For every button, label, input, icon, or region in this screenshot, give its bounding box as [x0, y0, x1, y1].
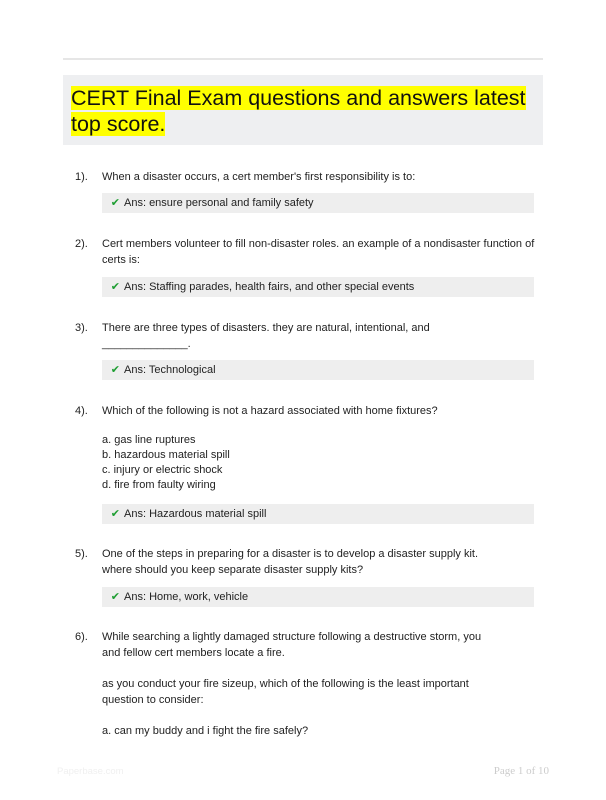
- check-icon: ✔: [110, 364, 120, 376]
- answer-box: [102, 193, 534, 213]
- answer-box: [102, 504, 534, 524]
- question-text-continued: as you conduct your fire sizeup, which of the following is the least important question to consider:: [102, 678, 469, 706]
- check-icon: ✔: [110, 197, 120, 209]
- answer-box: [102, 277, 534, 297]
- page-title: [71, 85, 531, 137]
- check-icon: ✔: [110, 508, 120, 520]
- question-text: When a disaster occurs, a cert member's first responsibility is to:: [102, 171, 416, 183]
- question-number: 1).: [75, 171, 88, 183]
- question-text: Which of the following is not a hazard associated with home fixtures?: [102, 405, 438, 417]
- question-text: There are three types of disasters. they are natural, intentional, and ______________.: [102, 322, 430, 350]
- check-icon: ✔: [110, 591, 120, 603]
- title-banner: [63, 75, 543, 145]
- answer-text: Ans: Technological: [124, 364, 216, 376]
- option-item: c. injury or electric shock: [102, 464, 223, 476]
- check-icon: ✔: [110, 281, 120, 293]
- option-item: d. fire from faulty wiring: [102, 479, 216, 491]
- answer-box: [102, 587, 534, 607]
- question-number: 6).: [75, 631, 88, 643]
- top-divider: [63, 58, 543, 60]
- page-title-text: CERT Final Exam questions and answers latest top score.: [71, 86, 526, 136]
- answer-box: [102, 360, 534, 380]
- answer-text: Ans: Home, work, vehicle: [124, 591, 249, 603]
- answer-text: Ans: Staffing parades, health fairs, and other special events: [124, 281, 415, 293]
- question-number: 2).: [75, 238, 88, 250]
- question-text: One of the steps in preparing for a disaster is to develop a disaster supply kit. where should you keep separate disaster supply kits?: [102, 548, 479, 576]
- option-list: [102, 433, 535, 493]
- question-text: Cert members volunteer to fill non-disaster roles. an example of a nondisaster function of certs is:: [102, 238, 535, 266]
- option-item: a. can my buddy and i fight the fire safely?: [102, 725, 309, 737]
- answer-text: Ans: Hazardous material spill: [124, 508, 267, 520]
- page-indicator: Page 1 of 10: [493, 765, 549, 777]
- question-number: 4).: [75, 405, 88, 417]
- question-number: 5).: [75, 548, 88, 560]
- question-text: While searching a lightly damaged structure following a destructive storm, you and fellow cert members locate a fire.: [102, 631, 482, 659]
- answer-text: Ans: ensure personal and family safety: [124, 197, 314, 209]
- footer-site: Paperbase.com: [57, 766, 124, 777]
- option-item: b. hazardous material spill: [102, 449, 230, 461]
- option-item: a. gas line ruptures: [102, 434, 196, 446]
- question-number: 3).: [75, 322, 88, 334]
